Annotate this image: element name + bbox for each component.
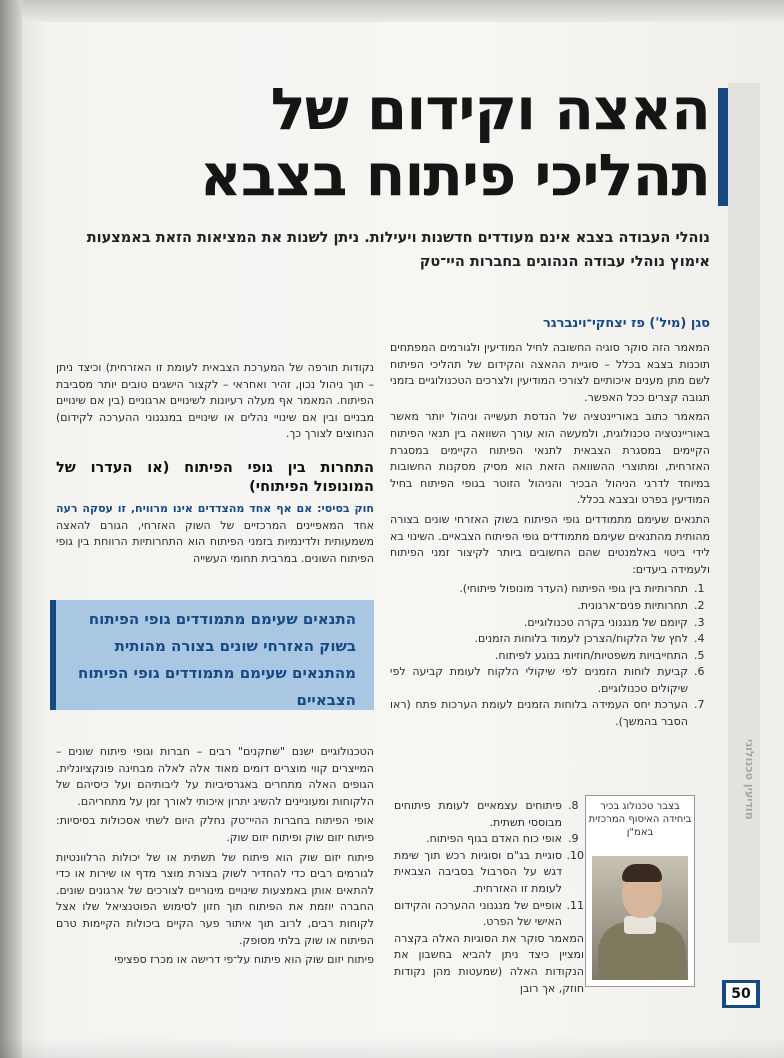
page-shadow [0, 1038, 784, 1058]
binding-spine [0, 0, 22, 1058]
list-text: סוגיית בג"ם וסוגיות רכש תוך שימת דגש על הסרבול בסביבה הצבאית לעומת זו האזרחית. [394, 848, 562, 895]
list-number: 10. [566, 848, 584, 862]
list-number: 6. [694, 665, 705, 679]
list-text: לחץ של הלקוח/הצרכן לעמוד בלוחות הזמנים. [474, 632, 688, 646]
portrait-collar [624, 916, 656, 934]
list-text: קיומם של מנגנוני בקרה טכנולוגיים. [523, 615, 688, 629]
paragraph [56, 501, 374, 567]
pull-quote-box [50, 600, 374, 710]
paragraph: פיתוח יזום שוק הוא פיתוח של תשתית או של יכולות הרלוונטיות לגורמים רבים כדי להחדיר לשוק בצורת מוצר מדף או שירות או כדי להתאים אותן באמצעות שינויים מינוריים לצורכים של ארגונים שונים. החברה יוזמת את הפיתוח תוך חזון לסימוש הפוטנציאל שלו אצל לקוחות רבים, לרוב תוך איתור פער הקיים ביכולות הקיימות טרם הפיתוח או שוק בלתי מסופק. [56, 850, 374, 947]
title-line-1: האצה וקידום של [270, 75, 710, 143]
portrait-hair [622, 864, 662, 882]
author-photo [585, 795, 695, 987]
list-number: 8. [568, 799, 579, 812]
list-text: אופיים של מנגנוני ההערכה והקידום האישי של הפרט. [394, 898, 562, 929]
article-author: סגן (מיל') פז יצחקי־וינברגר [542, 316, 710, 331]
factor-list-continued [394, 798, 584, 931]
paragraph: המאמר הזה סוקר סוגיה החשובה לחיל המודיעין ולגורמים המפתחים תוכנות בצבא בכלל – סוגיית ההאצה והקידום של תהליכי הפיתוח לשם מתן מענים איכותיים לצורכי המודיעין ולצרכים הטכנולוגיים בזמני תגובה קצרים ככל האפשר. [390, 341, 710, 404]
list-item [390, 631, 710, 648]
paragraph: הטכנולוגיים ישנם "שחקנים" רבים – חברות וגופי פיתוח שונים – המייצרים קווי מוצרים דומים מאוד אלה לאלה מבחינה פונקציונלית. הגופים האלה מתחרים באגרסיביות על ליבותיהם ועל כיסיהם של הלקוחות ומעוניינים להשיג יתרון איכותי לאורך זמן על מתחריהם. [56, 745, 374, 808]
paragraph: פיתוח יזום שוק הוא פיתוח על־פי דרישה או מכרז ספציפי [114, 953, 374, 967]
list-item [394, 798, 584, 831]
title-line-2: תהליכי פיתוח בצבא [199, 141, 710, 209]
list-number: 4. [694, 632, 705, 646]
list-text: הערכת יחס העמידה בלוחות הזמנים לעומת הערכות פתח (ראו הסבר בהמשך). [390, 698, 688, 729]
list-number: 3. [694, 615, 705, 629]
list-item [394, 831, 584, 848]
paragraph-text: אחד המאפיינים המרכזיים של השוק האזרחי, הגורם להאצה משמעותית ולדינמיות בזמני הפיתוח הוא התחרותיות הרווחת בין גופי הפיתוח השונים. במרבית תחומי העשייה [56, 518, 374, 565]
list-item [390, 581, 710, 598]
photo-side-column [394, 798, 584, 997]
list-text: פיתוחים עצמאיים לעומת פיתוחים מבוססי תשתית. [394, 799, 562, 829]
list-item [390, 664, 710, 697]
list-item [390, 598, 710, 615]
list-text: קביעת לוחות הזמנים לפי שיקולי הלקוח לעומת קביעה לפי שיקולים טכנולוגיים. [390, 665, 688, 695]
section-heading: התחרות בין גופי הפיתוח (או העדרו של המונופול הפיתוחי) [56, 459, 374, 495]
pull-quote: התנאים שעימם מתמודדים גופי הפיתוח בשוק האזרחי שונים בצורה מהותית מהתנאים שעימם מתמודדים גופי הפיתוח הצבאיים [78, 610, 356, 709]
list-text: תחרותיות פנים־ארגונית. [577, 598, 688, 612]
left-column [56, 360, 374, 570]
paragraph: נקודות תורפה של המערכת הצבאית לעומת זו האזרחית) וכיצד ניתן – תוך ניהול נכון, זהיר ואחראי – לקצור הישגים טובים יותר מסביבת הפיתוח. המאמר אף מעלה רעיונות לשינויים ארגוניים (בין אם שינויים מבניים ובין אם שינויי נהלים או שינויים במנגנוני ההערכה לקידום) הנחוצים לצורך כך. [56, 361, 374, 441]
list-item [390, 697, 710, 730]
lead-sentence: חוק בסיסי: אם אף אחד מהצדדים אינו מרוויח, זו עסקה רעה [56, 501, 374, 515]
factor-list [390, 581, 710, 730]
list-item [394, 848, 584, 898]
list-number: 1. [694, 582, 705, 596]
title-accent-bar [718, 88, 728, 206]
article-subtitle: נוהלי העבודה בצבא אינם מעודדים חדשנות ויעילות. ניתן לשנות את המציאות הזאת באמצעות אימוץ נוהלי עבודה הנהוגים בחברות היי־טק [86, 230, 710, 270]
list-text: תחרותיות בין גופי הפיתוח (העדר מונופול פיתוחי). [459, 582, 688, 596]
right-column [390, 340, 710, 731]
paragraph: אופי הפיתוח בחברות ההיי־טק נחלק היום לשתי אסכולות בסיסיות: פיתוח יזום שוק ופיתוח יזום שוק. [56, 814, 374, 844]
list-item [390, 648, 710, 665]
side-tab-label: מודיעין טכנולוגי [743, 739, 756, 820]
left-column-lower [56, 744, 374, 972]
list-number: 9. [568, 832, 579, 846]
list-text: התחייבויות משפטיות/חוזיות בנוגע לפיתוח. [494, 648, 688, 662]
list-item [390, 615, 710, 632]
list-number: 11. [566, 898, 584, 912]
article-title [70, 76, 710, 208]
top-edge [0, 0, 784, 22]
list-number: 2. [694, 598, 705, 612]
list-item [394, 898, 584, 931]
list-number: 5. [694, 648, 705, 662]
list-number: 7. [694, 698, 705, 712]
list-text: אופי כוח האדם בגוף הפיתוח. [426, 832, 562, 846]
paragraph: המאמר סוקר את הסוגיות האלה בקצרה ומציין כיצד ניתן להביא בחשבון את הנקודות האלה (שמעטות מהן נקודות חוזק, אך רובן [394, 931, 584, 995]
paragraph: התנאים שעימם מתמודדים גופי הפיתוח בשוק האזרחי שונים בצורה מהותית מהתנאים שעימם מתמודדים גופי הפיתוח הצבאיים. השינוי בא לידי ביטוי באלמנטים שהם החשובים ביותר לקיצור זמני הפיתוח ולעמידה ביעדים: [390, 512, 710, 576]
photo-caption: בצבר טכנולוג בכיר ביחידה האיסוף המרכזית באמ"ן [588, 801, 692, 838]
portrait-image [592, 856, 688, 980]
paragraph: המאמר כתוב באוריינטציה של הנדסת תעשייה וניהול יותר מאשר באוריינטציה טכנולוגית, ולמעשה הוא עורך השוואה בין תנאי הפיתוח הקיימים במסגרת הצבאית לתנאי הפיתוח הקיימים במסגרת האזרחית, ומתוצרי ההשוואה הזאת הוא מסיק מסקנות החשובות במיוחד לדרגי הניהול הבכיר והניהול הזוטר בגופי הפיתוח בחיל המודיעין בפרט ובצבא בכלל. [390, 410, 710, 507]
page-number: 50 [725, 982, 757, 1006]
